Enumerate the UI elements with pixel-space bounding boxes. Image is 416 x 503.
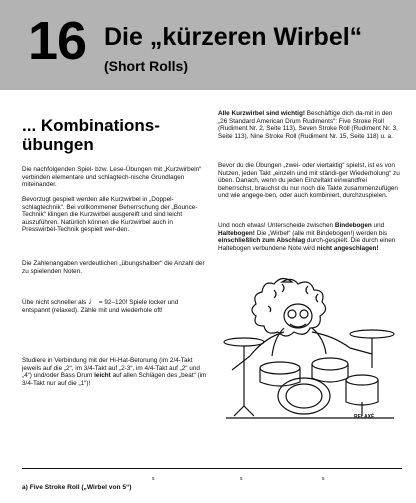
paragraph-intro: Die nachfolgenden Spiel- bzw. Lese-Übungen mit „Kurzwirbeln“ verbinden elementare und schlagtech-nische Grundlagen miteinander. <box>22 166 202 189</box>
paragraph-rudiments: Alle Kurzwirbel sind wichtig! Beschäftige dich da-mit in den „26 Standard American Drum Rudiments“: Five Stroke Roll (Rudiment Nr. 2, Seite 113), Seven Stroke Roll (Rudiment Nr. 3, Seite 113), Nine Stroke Roll (Rudiment Nr. 15, Seite 118) u. a. <box>218 110 398 140</box>
paragraph-tempo: Übe nicht schneller als ♩ = 92–120! Spiele locker und entspannt (relaxed). Zähle mit und wiederhole oft! <box>22 296 179 314</box>
chapter-header <box>0 0 416 90</box>
drummer-illustration <box>222 272 398 422</box>
paragraph-numbers: Die Zahlenangaben verdeutlichen „übungshalber“ die Anzahl der zu spielenden Noten. <box>22 260 205 275</box>
count-mark: 5 <box>152 476 155 481</box>
section-heading: ... Kombinations- übungen <box>22 116 160 154</box>
quarter-note-icon: ♩ <box>88 296 98 306</box>
chapter-number: 16 <box>28 11 87 71</box>
count-mark: 5 <box>240 476 243 481</box>
example-label: a) Five Stroke Roll („Wirbel von 5“) <box>22 484 132 491</box>
chapter-title: Die „kürzeren Wirbel“ <box>104 23 363 51</box>
section-divider <box>22 468 402 469</box>
paragraph-technique: Bevorzugt gespielt werden alle Kurzwirbel in „Doppel-schlagtechnik“. Bei vollkommener Beherrschung der „Bounce-Technik“ klingen die Kurzwirbel ausgereift und sind leicht auszuführen. Natürlich können die Kurzwirbel auch in Presswirbel-Technik gespielt wer-den. <box>22 196 198 234</box>
paragraph-ties: Und noch etwas! Unterscheide zwischen Bindebogen und Haltebogen! Die „Wirbel“ (alle mit Bindebogen!) werden bis einschließlich zum Abschlag durch-gespielt. Die durch einen Haltebogen verbundene Note wird nicht angeschlagen! <box>218 222 396 252</box>
paragraph-hihat: Studiere in Verbindung mit der Hi-Hat-Betonung (im 2/4-Takt jeweils auf die „2“, im 3/4-Takt auf „2-3“, im 4/4-Takt auf „2“ und „4“) und/oder Bass Drum leicht auf allen Schlägen des „beat“ (im 3/4-Takt nur auf die „1“)! <box>22 357 207 387</box>
illustration-signature: RELAXÉ <box>354 414 375 420</box>
chapter-subtitle: (Short Rolls) <box>104 58 188 74</box>
count-mark: 5 <box>322 476 325 481</box>
paragraph-practice: Bevor du die Übungen „zwei- oder viertaktig“ spielst, ist es von Nutzen, jeden Takt „einzeln und mit ständi-ger Wiederholung“ zu üben. Danach, wenn du jeden Einzeltakt einwandfrei beherrschst, brauchst du nur noch die Takte zusammenzufügen und wie angege-ben, oder auch kombiniert, durchzuspielen. <box>218 162 400 200</box>
